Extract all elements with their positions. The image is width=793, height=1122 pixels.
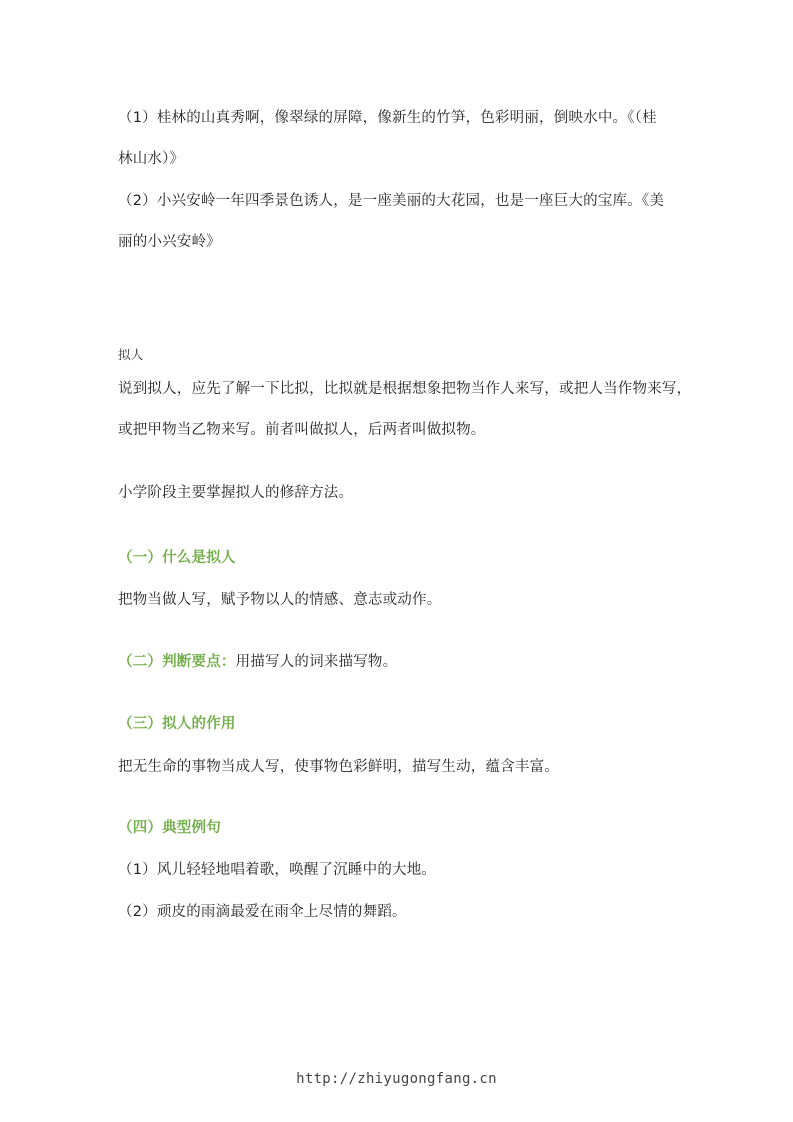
example-2-line-1: （2）小兴安岭一年四季景色诱人，是一座美丽的大花园，也是一座巨大的宝库。《美 <box>118 193 665 209</box>
heading-judgment-points: （二）判断要点： <box>118 654 236 670</box>
judgment-points-text: 用描写人的词来描写物。 <box>235 654 398 670</box>
example-1-line-2: 林山水）》 <box>118 151 185 167</box>
heading-what-is-personification: （一）什么是拟人 <box>118 550 236 566</box>
intro-line-1: 说到拟人，应先了解一下比拟，比拟就是根据想象把物当作人来写，或把人当作物来写， <box>118 381 692 397</box>
heading-function: （三）拟人的作用 <box>118 716 236 732</box>
example-1-line-1: （1）桂林的山真秀啊，像翠绿的屏障，像新生的竹笋，色彩明丽，倒映水中。《（桂 <box>118 110 657 126</box>
definition-text: 把物当做人写，赋予物以人的情感、意志或动作。 <box>118 592 442 608</box>
example-2-line-2: 丽的小兴安岭》 <box>118 234 221 250</box>
section-title: 拟人 <box>118 347 144 362</box>
intro-line-3: 小学阶段主要掌握拟人的修辞方法。 <box>118 485 354 501</box>
typical-example-2: （2）顽皮的雨滴最爱在雨伞上尽情的舞蹈。 <box>118 904 407 920</box>
intro-line-2: 或把甲物当乙物来写。前者叫做拟人，后两者叫做拟物。 <box>118 422 486 438</box>
typical-example-1: （1）风儿轻轻地唱着歌，唤醒了沉睡中的大地。 <box>118 862 437 878</box>
footer-url: http://zhiyugongfang.cn <box>296 1071 497 1087</box>
function-text: 把无生命的事物当成人写，使事物色彩鲜明，描写生动，蕴含丰富。 <box>118 759 559 775</box>
heading-typical-examples: （四）典型例句 <box>118 820 221 836</box>
judgment-points-row <box>118 652 397 672</box>
